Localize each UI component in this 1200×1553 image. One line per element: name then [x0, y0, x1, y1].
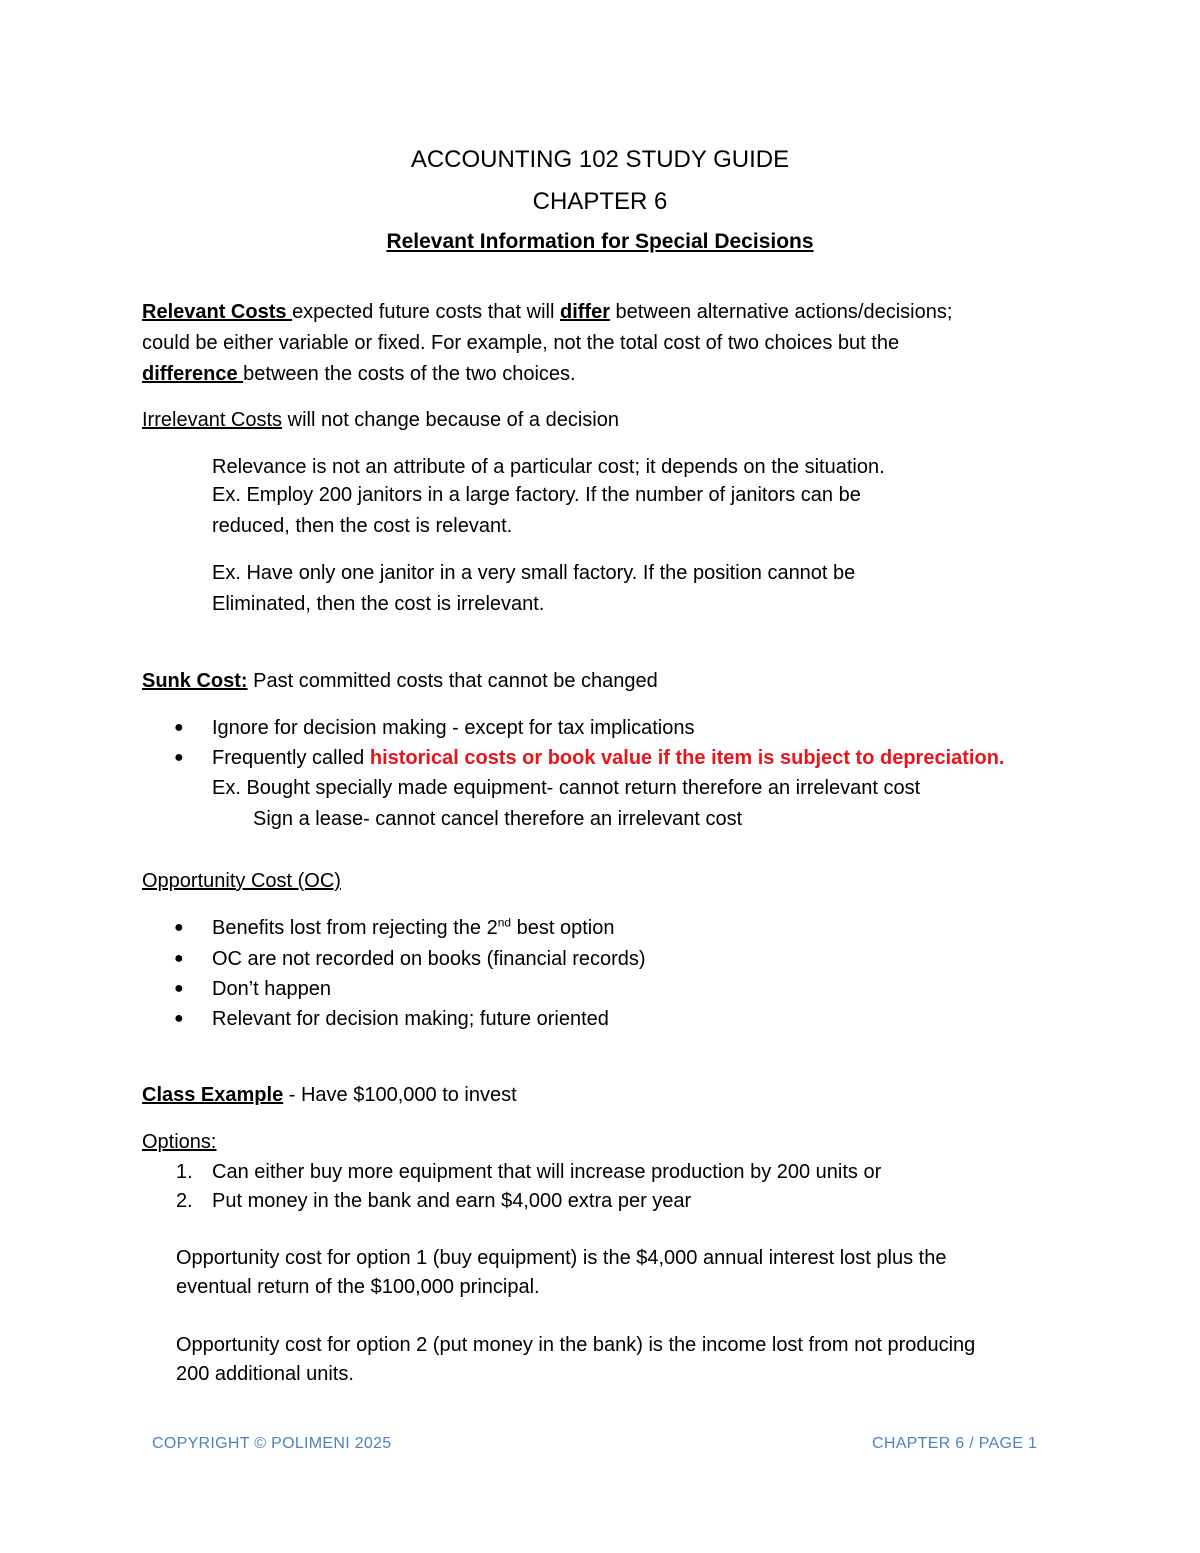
oc-bullet-1-text-b: best option: [511, 917, 615, 939]
oc-bullet-1-text-a: Benefits lost from rejecting the 2: [212, 917, 498, 939]
differ-emphasis: differ: [559, 301, 610, 323]
relevant-costs-line-3-rest: between the costs of the two choices.: [243, 363, 576, 385]
bullet-icon: ●: [174, 749, 184, 766]
footer-copyright: COPYRIGHT © POLIMENI 2025: [152, 1435, 392, 1452]
sunk-cost-paragraph: [142, 669, 658, 693]
oc-option-2-line-1: Opportunity cost for option 2 (put money in the bank) is the income lost from not producing: [176, 1334, 976, 1356]
bullet-icon: ●: [174, 919, 184, 936]
sunk-bullet-2-text: Frequently called: [212, 747, 370, 769]
option-2-number: 2.: [176, 1190, 193, 1212]
page-title: ACCOUNTING 102 STUDY GUIDE: [410, 146, 790, 173]
class-example-def: - Have $100,000 to invest: [283, 1084, 517, 1106]
oc-bullet-3: Don’t happen: [212, 978, 331, 1000]
oc-bullet-4: Relevant for decision making; future oriented: [212, 1008, 609, 1030]
section-subtitle: Relevant Information for Special Decisions: [386, 230, 814, 253]
irrelevant-costs-def: will not change because of a decision: [282, 409, 619, 431]
relevant-costs-def-a: expected future costs that will: [292, 301, 560, 323]
relevant-costs-line-3: [142, 362, 576, 386]
oc-option-1-line-1: Opportunity cost for option 1 (buy equipment) is the $4,000 annual interest lost plus the: [176, 1247, 947, 1269]
option-1-text: Can either buy more equipment that will increase production by 200 units or: [212, 1161, 882, 1183]
irrelevant-costs-paragraph: [142, 408, 619, 432]
bullet-icon: ●: [174, 719, 184, 736]
relevance-note: Relevance is not an attribute of a particular cost; it depends on the situation.: [212, 456, 885, 478]
sunk-cost-def: Past committed costs that cannot be changed: [247, 670, 658, 692]
sunk-example-1: Ex. Bought specially made equipment- cannot return therefore an irrelevant cost: [212, 777, 921, 799]
class-example-paragraph: [142, 1083, 517, 1107]
oc-bullet-1: [212, 916, 614, 940]
relevant-costs-term: Relevant Costs: [142, 301, 293, 323]
oc-option-1-line-2: eventual return of the $100,000 principal.: [176, 1276, 540, 1298]
sunk-bullet-2: [212, 746, 1004, 770]
chapter-heading: CHAPTER 6: [532, 188, 668, 215]
bullet-icon: ●: [174, 980, 184, 997]
irrelevant-costs-term: Irrelevant Costs: [142, 409, 283, 431]
sunk-example-2: Sign a lease- cannot cancel therefore an irrelevant cost: [253, 808, 743, 830]
oc-bullet-1-superscript: nd: [497, 915, 512, 930]
sunk-bullet-2-highlight: historical costs or book value if the item is subject to depreciation.: [369, 747, 1005, 769]
option-1-number: 1.: [176, 1161, 193, 1183]
relevant-costs-def-b: between alternative actions/decisions;: [609, 301, 953, 323]
janitor-example-2-line-1: Ex. Have only one janitor in a very small factory. If the position cannot be: [212, 562, 856, 584]
janitor-example-1-line-1: Ex. Employ 200 janitors in a large factory. If the number of janitors can be: [212, 484, 861, 506]
bullet-icon: ●: [174, 1010, 184, 1027]
footer-page-number: CHAPTER 6 / PAGE 1: [872, 1435, 1038, 1452]
oc-option-2-line-2: 200 additional units.: [176, 1363, 354, 1385]
relevant-costs-line-2: could be either variable or fixed. For example, not the total cost of two choices but the: [142, 332, 900, 354]
opportunity-cost-term: Opportunity Cost (OC): [142, 870, 341, 892]
sunk-cost-term: Sunk Cost:: [142, 670, 248, 692]
bullet-icon: ●: [174, 950, 184, 967]
sunk-bullet-1: Ignore for decision making - except for tax implications: [212, 717, 695, 739]
janitor-example-2-line-2: Eliminated, then the cost is irrelevant.: [212, 593, 545, 615]
class-example-term: Class Example: [142, 1084, 284, 1106]
relevant-costs-paragraph: [142, 300, 952, 324]
options-label: Options:: [142, 1131, 217, 1153]
janitor-example-1-line-2: reduced, then the cost is relevant.: [212, 515, 513, 537]
opportunity-cost-heading: [142, 869, 341, 893]
oc-bullet-2: OC are not recorded on books (financial records): [212, 948, 646, 970]
option-2-text: Put money in the bank and earn $4,000 extra per year: [212, 1190, 692, 1212]
difference-emphasis: difference: [142, 363, 244, 385]
